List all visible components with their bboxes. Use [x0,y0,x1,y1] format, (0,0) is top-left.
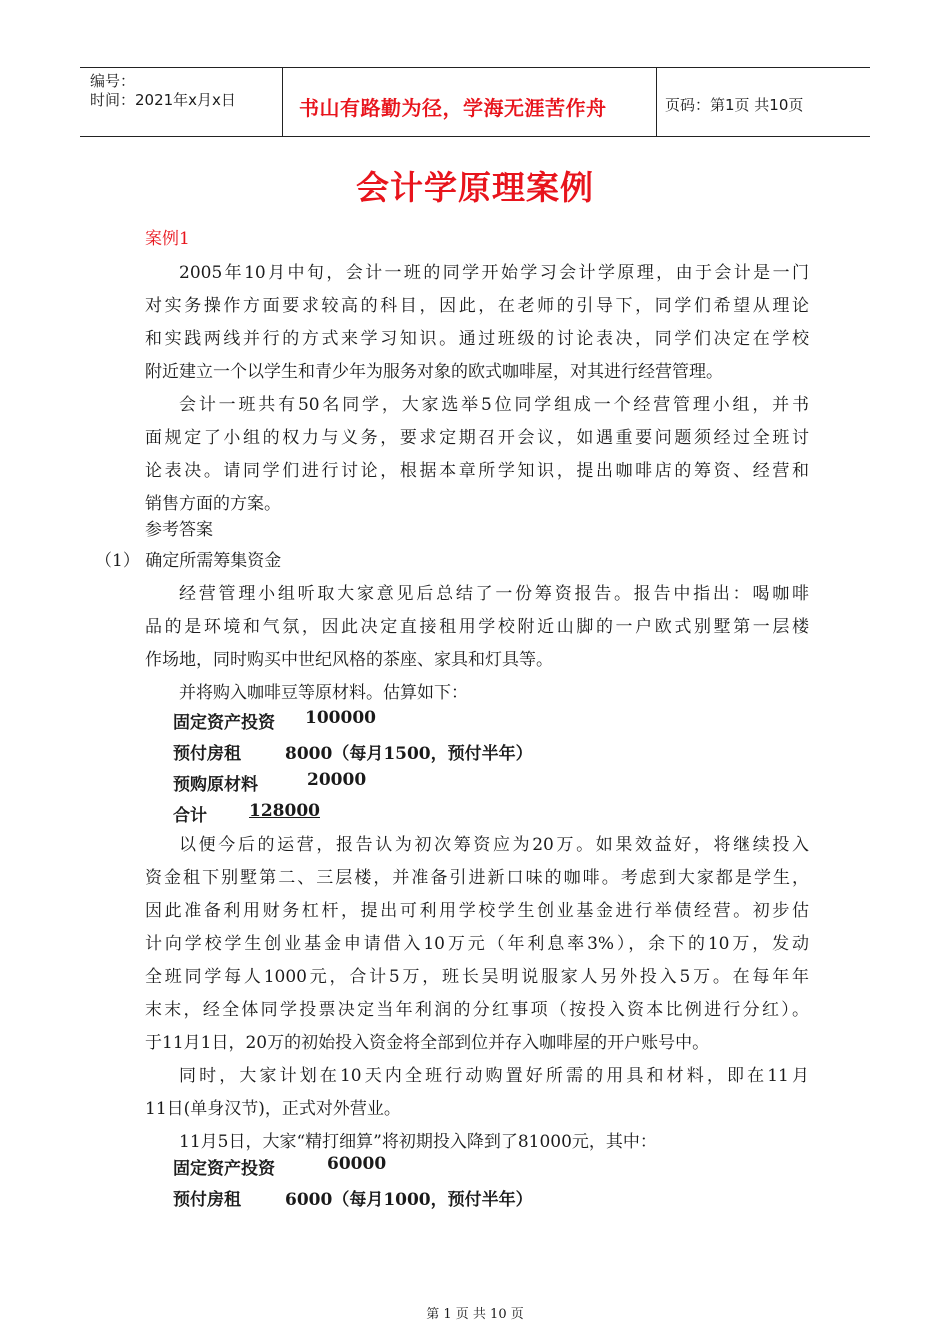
p5-line-6: 末末，经全体同学投票决定当年利润的分红事项（按投入资本比例进行分红）。 [145,1000,809,1020]
budget2-fixed-assets-value: 60000 [327,1154,387,1174]
budget2-rent-label: 预付房租 [173,1190,241,1210]
p2-line-1: 会计一班共有50名同学，大家选举5位同学组成一个经营管理小组，并书 [179,395,809,415]
p2-line-4: 销售方面的方案。 [145,494,281,514]
header-motto: 书山有路勤为径，学海无涯苦作舟 [283,68,657,136]
p2-line-2: 面规定了小组的权力与义务，要求定期召开会议，如遇重要问题须经过全班讨 [145,428,809,448]
p6-line-1: 同时，大家计划在10天内全班行动购置好所需的用具和材料，即在11月 [179,1066,809,1086]
header-meta [80,68,283,136]
answer-label: 参考答案 [145,520,213,540]
date-label: 时间：2021年x月x日 [90,91,236,109]
p5-line-3: 因此准备利用财务杠杆，提出可利用学校学生创业基金进行举债经营。初步估 [145,901,809,921]
code-label: 编号： [90,72,136,90]
page-footer: 第 1 页 共 10 页 [426,1307,524,1322]
p3-line-2: 品的是环境和气氛，因此决定直接租用学校附近山脚的一户欧式别墅第一层楼 [145,617,809,637]
page-header [80,67,870,137]
p1-line-4: 附近建立一个以学生和青少年为服务对象的欧式咖啡屋，对其进行经营管理。 [145,362,723,382]
p7-line: 11月5日，大家“精打细算”将初期投入降到了81000元，其中： [179,1132,657,1152]
budget1-rent-value: 8000（每月1500，预付半年） [285,744,533,764]
document-title: 会计学原理案例 [356,168,594,207]
p5-line-5: 全班同学每人1000元，合计5万，班长吴明说服家人另外投入5万。在每年年 [145,967,809,987]
budget1-total-label: 合计 [173,806,207,826]
p2-line-3: 论表决。请同学们进行讨论，根据本章所学知识，提出咖啡店的筹资、经营和 [145,461,809,481]
budget1-fixed-assets-label: 固定资产投资 [173,713,275,733]
budget1-fixed-assets-value: 100000 [305,708,376,728]
step-1-heading: （1） 确定所需筹集资金 [95,551,282,571]
p3-line-3: 作场地，同时购买中世纪风格的茶座、家具和灯具等。 [145,650,553,670]
budget1-materials-label: 预购原材料 [173,775,258,795]
budget1-rent-label: 预付房租 [173,744,241,764]
p5-line-4: 计向学校学生创业基金申请借入10万元（年利息率3%），余下的10万，发动 [145,934,809,954]
p5-line-1: 以便今后的运营，报告认为初次筹资应为20万。如果效益好，将继续投入 [179,835,809,855]
p1-line-2: 对实务操作方面要求较高的科目，因此，在老师的引导下，同学们希望从理论 [145,296,809,316]
p3-line-1: 经营管理小组听取大家意见后总结了一份筹资报告。报告中指出：喝咖啡 [179,584,809,604]
budget2-fixed-assets-label: 固定资产投资 [173,1159,275,1179]
p1-line-3: 和实践两线并行的方式来学习知识。通过班级的讨论表决，同学们决定在学校 [145,329,809,349]
budget1-total-value: 128000 [249,801,320,821]
budget1-materials-value: 20000 [307,770,367,790]
p1-line-1: 2005年10月中旬，会计一班的同学开始学习会计学原理，由于会计是一门 [179,263,809,283]
p5-line-2: 资金租下别墅第二、三层楼，并准备引进新口味的咖啡。考虑到大家都是学生， [145,868,809,888]
p5-line-7: 于11月1日，20万的初始投入资金将全部到位并存入咖啡屋的开户账号中。 [145,1033,710,1053]
p6-line-2: 11日(单身汉节)，正式对外营业。 [145,1099,401,1119]
budget2-rent-value: 6000（每月1000，预付半年） [285,1190,533,1210]
header-page-info: 页码：第1页 共10页 [665,96,804,114]
p4-line: 并将购入咖啡豆等原材料。估算如下： [179,683,468,703]
case-label: 案例1 [145,229,190,249]
